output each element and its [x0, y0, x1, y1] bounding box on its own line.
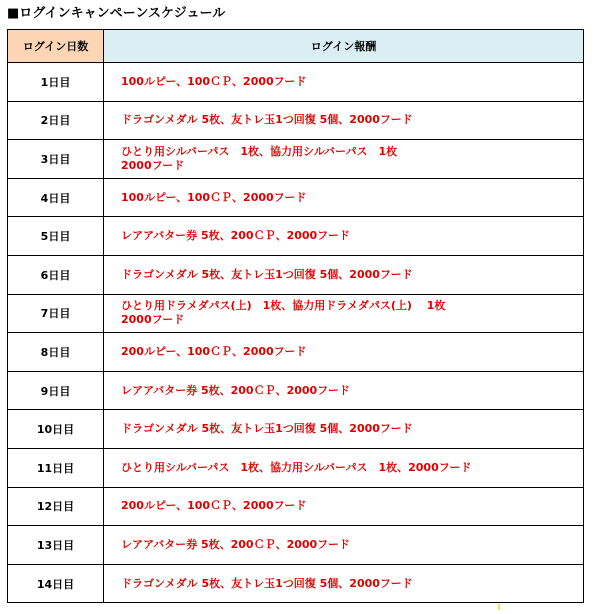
table-row — [8, 178, 584, 217]
table-row — [8, 294, 584, 333]
day-cell: 14日目 — [8, 564, 104, 603]
reward-cell — [104, 564, 584, 603]
day-cell: 7日目 — [8, 294, 104, 333]
table-row — [8, 333, 584, 372]
reward-text: レアアバター券 5枚、200ＣＰ、2000フード — [121, 537, 350, 551]
table-row — [8, 63, 584, 102]
table-body — [8, 63, 584, 603]
reward-cell — [104, 255, 584, 294]
reward-cell — [104, 294, 584, 333]
reward-cell — [104, 371, 584, 410]
day-cell: 5日目 — [8, 217, 104, 256]
day-cell: 6日目 — [8, 255, 104, 294]
reward-text: ひとり用シルバーパス 1枚、協力用シルバーパス 1枚 — [121, 144, 398, 158]
reward-text: 200ルピー、100ＣＰ、2000フード — [121, 344, 307, 358]
table-header-row — [8, 30, 584, 63]
page-title: ■ログインキャンペーンスケジュール — [7, 6, 226, 21]
reward-cell — [104, 140, 584, 179]
table-row — [8, 487, 584, 526]
reward-text: 2000フード — [121, 158, 185, 172]
header-login-days: ログイン日数 — [8, 30, 104, 63]
day-cell: 9日目 — [8, 371, 104, 410]
reward-cell — [104, 487, 584, 526]
table-row — [8, 255, 584, 294]
day-cell: 1日目 — [8, 63, 104, 102]
table-row — [8, 448, 584, 487]
header-login-reward: ログイン報酬 — [104, 30, 584, 63]
decorative-mark — [498, 604, 500, 610]
reward-cell — [104, 333, 584, 372]
day-cell: 8日目 — [8, 333, 104, 372]
reward-text: 100ルピー、100ＣＰ、2000フード — [121, 190, 307, 204]
day-cell: 13日目 — [8, 526, 104, 565]
day-cell: 11日目 — [8, 448, 104, 487]
reward-text: レアアバター券 5枚、200ＣＰ、2000フード — [121, 383, 350, 397]
table-row — [8, 217, 584, 256]
reward-text: 2000フード — [121, 313, 185, 327]
reward-text: 100ルピー、100ＣＰ、2000フード — [121, 74, 307, 88]
table-row — [8, 564, 584, 603]
reward-cell — [104, 217, 584, 256]
reward-text: ひとり用シルバーパス 1枚、協力用シルバーパス 1枚、2000フード — [121, 460, 472, 474]
reward-cell — [104, 178, 584, 217]
reward-text: ひとり用ドラメダパス(上) 1枚、協力用ドラメダパス(上) 1枚 — [121, 299, 446, 313]
reward-cell — [104, 410, 584, 449]
reward-text: ドラゴンメダル 5枚、友トレ玉1つ回復 5個、2000フード — [121, 422, 413, 436]
table-row — [8, 101, 584, 140]
reward-cell — [104, 63, 584, 102]
day-cell: 2日目 — [8, 101, 104, 140]
table-row — [8, 526, 584, 565]
day-cell: 3日目 — [8, 140, 104, 179]
day-cell: 12日目 — [8, 487, 104, 526]
table-row — [8, 410, 584, 449]
table-row — [8, 371, 584, 410]
day-cell: 10日目 — [8, 410, 104, 449]
reward-cell — [104, 448, 584, 487]
reward-text: ドラゴンメダル 5枚、友トレ玉1つ回復 5個、2000フード — [121, 113, 413, 127]
table-row — [8, 140, 584, 179]
day-cell: 4日目 — [8, 178, 104, 217]
reward-text: ドラゴンメダル 5枚、友トレ玉1つ回復 5個、2000フード — [121, 576, 413, 590]
reward-text: 200ルピー、100ＣＰ、2000フード — [121, 499, 307, 513]
reward-cell — [104, 101, 584, 140]
reward-text: レアアバター券 5枚、200ＣＰ、2000フード — [121, 229, 350, 243]
reward-cell — [104, 526, 584, 565]
reward-text: ドラゴンメダル 5枚、友トレ玉1つ回復 5個、2000フード — [121, 267, 413, 281]
login-schedule-table — [7, 29, 584, 603]
